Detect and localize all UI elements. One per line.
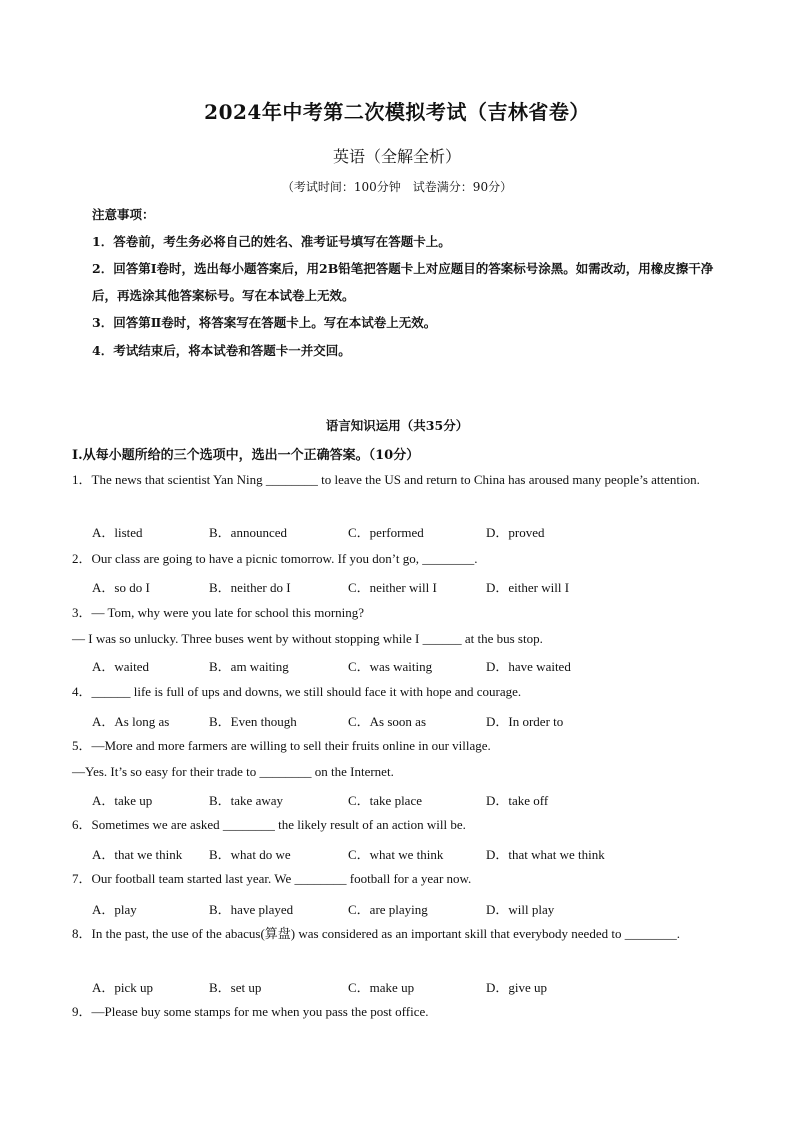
option-a: A．so do I <box>92 580 150 595</box>
option-d: D．give up <box>486 980 548 995</box>
option-c: C．performed <box>348 525 424 540</box>
option-a: A．take up <box>92 793 153 808</box>
exam-subtitle: 英语（全解全析） <box>332 147 461 166</box>
question-6-stem: 6．Sometimes we are asked ________ the likely result of an action will be. <box>72 817 466 832</box>
question-7-stem: 7．Our football team started last year. We ________ football for a year now. <box>72 871 472 886</box>
option-a: A．waited <box>92 659 150 674</box>
question-3-options <box>92 656 732 676</box>
notice-item-4: 4．考试结束后，将本试卷和答题卡一并交回。 <box>92 343 351 358</box>
option-a: A．As long as <box>92 714 170 729</box>
question-4-options <box>92 711 732 731</box>
option-c: C．neither will I <box>348 580 437 595</box>
question-9-stem: 9．—Please buy some stamps for me when you pass the post office. <box>72 1004 429 1019</box>
option-d: D．either will I <box>486 580 570 595</box>
part-title: I.从每小题所给的三个选项中，选出一个正确答案。（10分） <box>72 448 420 463</box>
option-b: B．set up <box>209 980 262 995</box>
option-c: C．As soon as <box>348 714 427 729</box>
option-a: A．pick up <box>92 980 154 995</box>
question-7-options <box>92 899 732 919</box>
notice-item-2: 2．回答第Ⅰ卷时，选出每小题答案后，用2B铅笔把答题卡上对应题目的答案标号涂黑。如需改动，用橡皮擦干净后，再选涂其他答案标号。写在本试卷上无效。 <box>92 261 714 303</box>
option-a: A．listed <box>92 525 143 540</box>
option-c: C．are playing <box>348 902 428 917</box>
option-d: D．have waited <box>486 659 571 674</box>
option-c: C．make up <box>348 980 415 995</box>
question-1-stem: 1．The news that scientist Yan Ning ________ to leave the US and return to China has aroused many people’s attention. <box>72 472 700 487</box>
option-b: B．announced <box>209 525 287 540</box>
exam-time-info: （考试时间：100分钟 试卷满分：90分） <box>281 180 513 194</box>
option-d: D．will play <box>486 902 555 917</box>
question-3-stem: 3．— Tom, why were you late for school this morning? <box>72 605 365 620</box>
question-5-stem: 5．—More and more farmers are willing to sell their fruits online in our village. <box>72 738 491 753</box>
option-a: A．play <box>92 902 137 917</box>
option-c: C．what we think <box>348 847 444 862</box>
option-b: B．take away <box>209 793 284 808</box>
option-b: B．neither do I <box>209 580 291 595</box>
option-b: B．what do we <box>209 847 291 862</box>
notice-item-1: 1．答卷前，考生务必将自己的姓名、准考证号填写在答题卡上。 <box>92 234 451 249</box>
option-c: C．was waiting <box>348 659 433 674</box>
question-2-options <box>92 577 732 597</box>
option-d: D．In order to <box>486 714 564 729</box>
question-3-reply: — I was so unlucky. Three buses went by without stopping while I ______ at the bus stop. <box>72 631 543 646</box>
option-d: D．that what we think <box>486 847 605 862</box>
question-2-stem: 2．Our class are going to have a picnic tomorrow. If you don’t go, ________. <box>72 551 478 566</box>
question-8-options <box>92 977 732 997</box>
question-5-options <box>92 790 732 810</box>
exam-title: 2024年中考第二次模拟考试（吉林省卷） <box>204 100 590 124</box>
option-b: B．am waiting <box>209 659 289 674</box>
notice-item-3: 3．回答第Ⅱ卷时，将答案写在答题卡上。写在本试卷上无效。 <box>92 315 437 330</box>
option-c: C．take place <box>348 793 422 808</box>
option-a: A．that we think <box>92 847 183 862</box>
option-d: D．take off <box>486 793 549 808</box>
option-d: D．proved <box>486 525 545 540</box>
option-b: B．Even though <box>209 714 297 729</box>
question-5-reply: —Yes. It’s so easy for their trade to ________ on the Internet. <box>72 764 394 779</box>
question-4-stem: 4．______ life is full of ups and downs, we still should face it with hope and courage. <box>72 684 522 699</box>
question-8-stem: 8．In the past, the use of the abacus(算盘) was considered as an important skill that everybody needed to ________. <box>72 926 680 941</box>
notice-heading: 注意事项： <box>92 207 155 222</box>
question-1-options <box>92 522 732 542</box>
section-title: 语言知识运用（共35分） <box>325 418 469 433</box>
question-6-options <box>92 844 732 864</box>
option-b: B．have played <box>209 902 294 917</box>
